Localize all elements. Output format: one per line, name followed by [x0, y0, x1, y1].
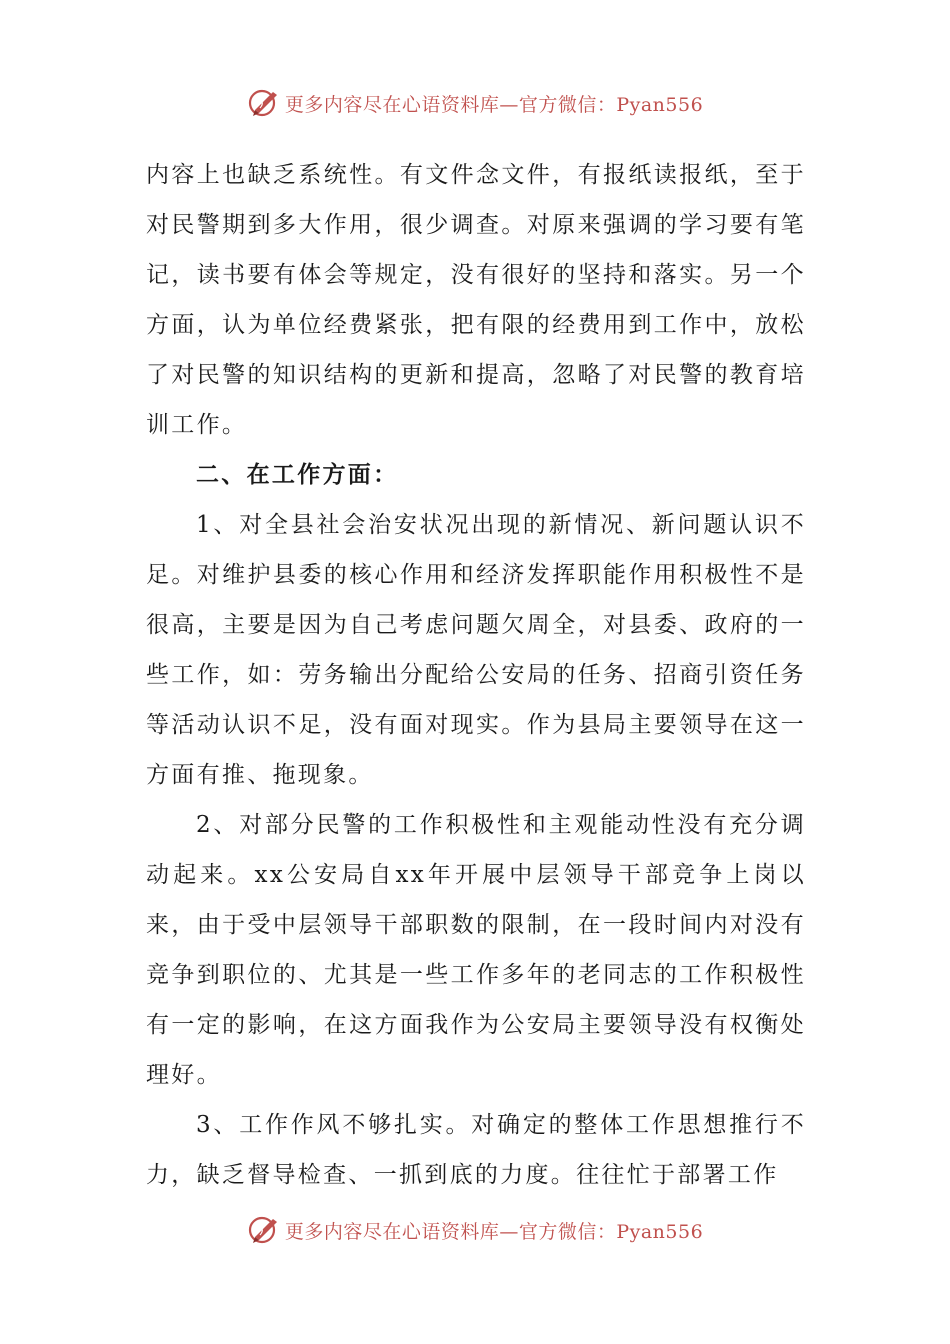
header-watermark: [0, 86, 950, 120]
paragraph-item-2: 2、对部分民警的工作积极性和主观能动性没有充分调动起来。xx公安局自xx年开展中层领导干部竞争上岗以来，由于受中层领导干部职数的限制，在一段时间内对没有竞争到职位的、尤其是一些工作多年的老同志的工作积极性有一定的影响，在这方面我作为公安局主要领导没有权衡处理好。: [146, 812, 806, 1088]
pen-logo-icon: [247, 1213, 281, 1247]
watermark-text: 更多内容尽在心语资料库—官方微信：Pyan556: [284, 1220, 704, 1243]
paragraph-item-3: 3、工作作风不够扎实。对确定的整体工作思想推行不力，缺乏督导检查、一抓到底的力度。往往忙于部署工作: [146, 1112, 806, 1188]
footer-watermark: [0, 1213, 950, 1247]
paragraph-item-1: 1、对全县社会治安状况出现的新情况、新问题认识不足。对维护县委的核心作用和经济发挥职能作用积极性不是很高，主要是因为自己考虑问题欠周全，对县委、政府的一些工作，如：劳务输出分配给公安局的任务、招商引资任务等活动认识不足，没有面对现实。作为县局主要领导在这一方面有推、拖现象。: [146, 512, 806, 788]
paragraph-continued: 内容上也缺乏系统性。有文件念文件，有报纸读报纸，至于对民警期到多大作用，很少调查。对原来强调的学习要有笔记，读书要有体会等规定，没有很好的坚持和落实。另一个方面，认为单位经费紧张，把有限的经费用到工作中，放松了对民警的知识结构的更新和提高，忽略了对民警的教育培训工作。: [146, 162, 806, 438]
document-body: [146, 150, 806, 1200]
section-heading: 二、在工作方面：: [196, 461, 399, 488]
pen-logo-icon: [247, 86, 281, 120]
watermark-text: 更多内容尽在心语资料库—官方微信：Pyan556: [284, 93, 704, 116]
